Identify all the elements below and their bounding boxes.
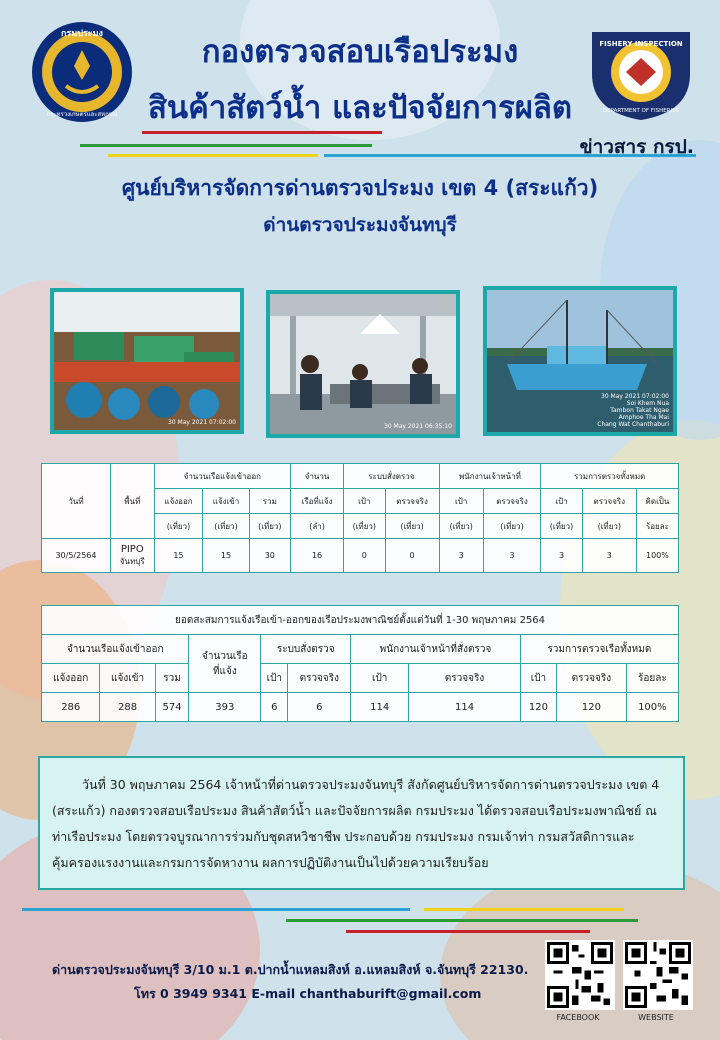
website-label: WEBSITE xyxy=(638,1013,674,1022)
summary-value: 120 xyxy=(557,693,627,722)
facebook-label: FACEBOOK xyxy=(556,1013,600,1022)
sub-header: เป้า xyxy=(541,489,582,514)
row-value: 100% xyxy=(636,539,678,573)
sub-header: ตรวจจริง xyxy=(557,664,627,693)
sub-header: เป้า xyxy=(351,664,409,693)
footer-contact: โทร 0 3949 9341 E-mail chanthaburift@gmail.com xyxy=(134,986,482,1001)
sub-header: เป้า xyxy=(520,664,556,693)
divider-green-top xyxy=(80,144,372,147)
daily-inspection-table xyxy=(41,463,679,573)
sub-header: เป้า xyxy=(261,664,288,693)
sub-header: เป้า xyxy=(439,489,483,514)
summary-value: 6 xyxy=(261,693,288,722)
unit-cell: (เที่ยว) xyxy=(249,514,290,539)
title-line-1: กองตรวจสอบเรือประมง xyxy=(201,34,519,70)
header-ships: จำนวนเรือ ที่แจ้ง xyxy=(189,635,261,693)
summary-value: 286 xyxy=(42,693,100,722)
sub-header: ตรวจจริง xyxy=(385,489,439,514)
summary-value: 574 xyxy=(155,693,189,722)
row-area: PIPO จันทบุรี xyxy=(110,539,154,573)
summary-value: 6 xyxy=(288,693,351,722)
header-total-group: รวมการตรวจทั้งหมด xyxy=(541,464,679,489)
title-line-2: สินค้าสัตว์น้ำ และปัจจัยการผลิต xyxy=(147,90,573,126)
center-name: ศูนย์บริหารจัดการด่านตรวจประมง เขต 4 (สระแก้ว) xyxy=(121,176,599,200)
unit-cell: (ลำ) xyxy=(291,514,344,539)
unit-cell: (เที่ยว) xyxy=(344,514,385,539)
row-value: 30 xyxy=(249,539,290,573)
report-text-box xyxy=(38,756,685,890)
sub-header: รวม xyxy=(249,489,290,514)
divider-yellow-top xyxy=(108,154,318,157)
row-value: 3 xyxy=(483,539,541,573)
divider-red-top xyxy=(142,131,382,134)
header-date: วันที่ xyxy=(42,464,111,539)
sub-header: ตรวจจริง xyxy=(483,489,541,514)
summary-value: 114 xyxy=(409,693,521,722)
unit-cell: ร้อยละ xyxy=(636,514,678,539)
row-value: 15 xyxy=(203,539,249,573)
unit-cell: (เที่ยว) xyxy=(582,514,636,539)
sub-header: แจ้งเข้า xyxy=(100,664,155,693)
unit-cell: (เที่ยว) xyxy=(385,514,439,539)
summary-value: 100% xyxy=(626,693,678,722)
header-area: พื้นที่ xyxy=(110,464,154,539)
header-notify-group: จำนวนเรือแจ้งเข้าออก xyxy=(154,464,290,489)
station-name: ด่านตรวจประมงจันทบุรี xyxy=(263,214,457,236)
sub-header: แจ้งออก xyxy=(42,664,100,693)
sub-header: คิดเป็น xyxy=(636,489,678,514)
svg-text:FISHERY INSPECTION: FISHERY INSPECTION xyxy=(599,40,683,48)
header-order: ระบบสั่งตรวจ xyxy=(261,635,351,664)
photo-2-timestamp: 30 May 2021 06:35:10 xyxy=(384,423,452,430)
row-value: 3 xyxy=(582,539,636,573)
row-value: 16 xyxy=(291,539,344,573)
divider-red-bottom xyxy=(346,930,590,933)
table-row xyxy=(42,539,679,573)
photo-fishing-boat xyxy=(483,286,677,436)
sub-header: ตรวจจริง xyxy=(288,664,351,693)
sub-header: เป้า xyxy=(344,489,385,514)
header-order-group: ระบบสั่งตรวจ xyxy=(344,464,440,489)
row-value: 3 xyxy=(439,539,483,573)
row-value: 0 xyxy=(344,539,385,573)
unit-cell: (เที่ยว) xyxy=(154,514,203,539)
monthly-summary-table xyxy=(41,605,679,722)
fishery-inspection-logo xyxy=(588,22,694,122)
row-value: 0 xyxy=(385,539,439,573)
summary-caption: ยอดสะสมการแจ้งเรือเข้า-ออกของเรือประมงพาณิชย์ตั้งแต่วันที่ 1-30 พฤษภาคม 2564 xyxy=(42,606,679,635)
header-staff-group: พนักงานเจ้าหน้าที่ xyxy=(439,464,541,489)
row-value: 3 xyxy=(541,539,582,573)
sub-header: รวม xyxy=(155,664,189,693)
svg-text:กระทรวงเกษตรและสหกรณ์: กระทรวงเกษตรและสหกรณ์ xyxy=(46,111,118,118)
header-notify: จำนวนเรือแจ้งเข้าออก xyxy=(42,635,189,664)
department-of-fisheries-logo xyxy=(30,20,134,124)
sub-header: แจ้งเข้า xyxy=(203,489,249,514)
sub-header: เรือที่แจ้ง xyxy=(291,489,344,514)
facebook-qr-code[interactable] xyxy=(545,940,615,1010)
photo-boat-deck xyxy=(50,288,244,434)
divider-green-bottom xyxy=(286,919,638,922)
svg-text:กรมประมง: กรมประมง xyxy=(61,29,103,39)
unit-cell: (เที่ยว) xyxy=(541,514,582,539)
photo-1-timestamp: 30 May 2021 07:02:00 xyxy=(168,419,236,426)
footer-address: ด่านตรวจประมงจันทบุรี 3/10 ม.1 ต.ปากน้ำแหลมสิงห์ อ.แหลมสิงห์ จ.จันทบุรี 22130. xyxy=(52,962,529,977)
report-text: วันที่ 30 พฤษภาคม 2564 เจ้าหน้าที่ด่านตรวจประมงจันทบุรี สังกัดศูนย์บริหารจัดการด่านตรวจประมง เขต 4 (สระแก้ว) กองตรวจสอบเรือประมง สินค้าสัตว์น้ำ และปัจจัยการผลิต กรมประมง ได้ตรวจสอบเรือประมงพาณิชย์ ณ ท่าเรือประมง โดยตรวจบูรณาการร่วมกับชุดสหวิชาชีพ ประกอบด้วย กรมประมง กรมเจ้าท่า กรมสวัสดิการและคุ้มครองแรงงานและกรมการจัดหางาน ผลการปฏิบัติงานเป็นไปด้วยความเรียบร้อย xyxy=(52,777,660,870)
divider-blue-bottom xyxy=(22,908,410,911)
sub-header: ร้อยละ xyxy=(626,664,678,693)
header-total: รวมการตรวจเรือทั้งหมด xyxy=(520,635,678,664)
row-value: 15 xyxy=(154,539,203,573)
photo-officers-inspection xyxy=(266,290,460,438)
row-date: 30/5/2564 xyxy=(42,539,111,573)
table-row xyxy=(42,693,679,722)
summary-value: 393 xyxy=(189,693,261,722)
photo-3-timestamp: 30 May 2021 07:02:00 Soi Khem Nua Tambon Takat Ngae Amphoe Tha Mai Chang Wat Chanthaburi xyxy=(597,393,669,428)
news-label: ข่าวสาร กรป. xyxy=(579,136,694,158)
unit-cell: (เที่ยว) xyxy=(439,514,483,539)
unit-cell: (เที่ยว) xyxy=(483,514,541,539)
website-qr-code[interactable] xyxy=(623,940,693,1010)
svg-text:DEPARTMENT OF FISHERIES: DEPARTMENT OF FISHERIES xyxy=(602,108,680,114)
sub-header: ตรวจจริง xyxy=(409,664,521,693)
summary-value: 114 xyxy=(351,693,409,722)
summary-value: 288 xyxy=(100,693,155,722)
header-staff: พนักงานเจ้าหน้าที่สั่งตรวจ xyxy=(351,635,521,664)
divider-yellow-bottom xyxy=(424,908,624,911)
header-count: จำนวน xyxy=(291,464,344,489)
summary-value: 120 xyxy=(520,693,556,722)
sub-header: ตรวจจริง xyxy=(582,489,636,514)
sub-header: แจ้งออก xyxy=(154,489,203,514)
unit-cell: (เที่ยว) xyxy=(203,514,249,539)
